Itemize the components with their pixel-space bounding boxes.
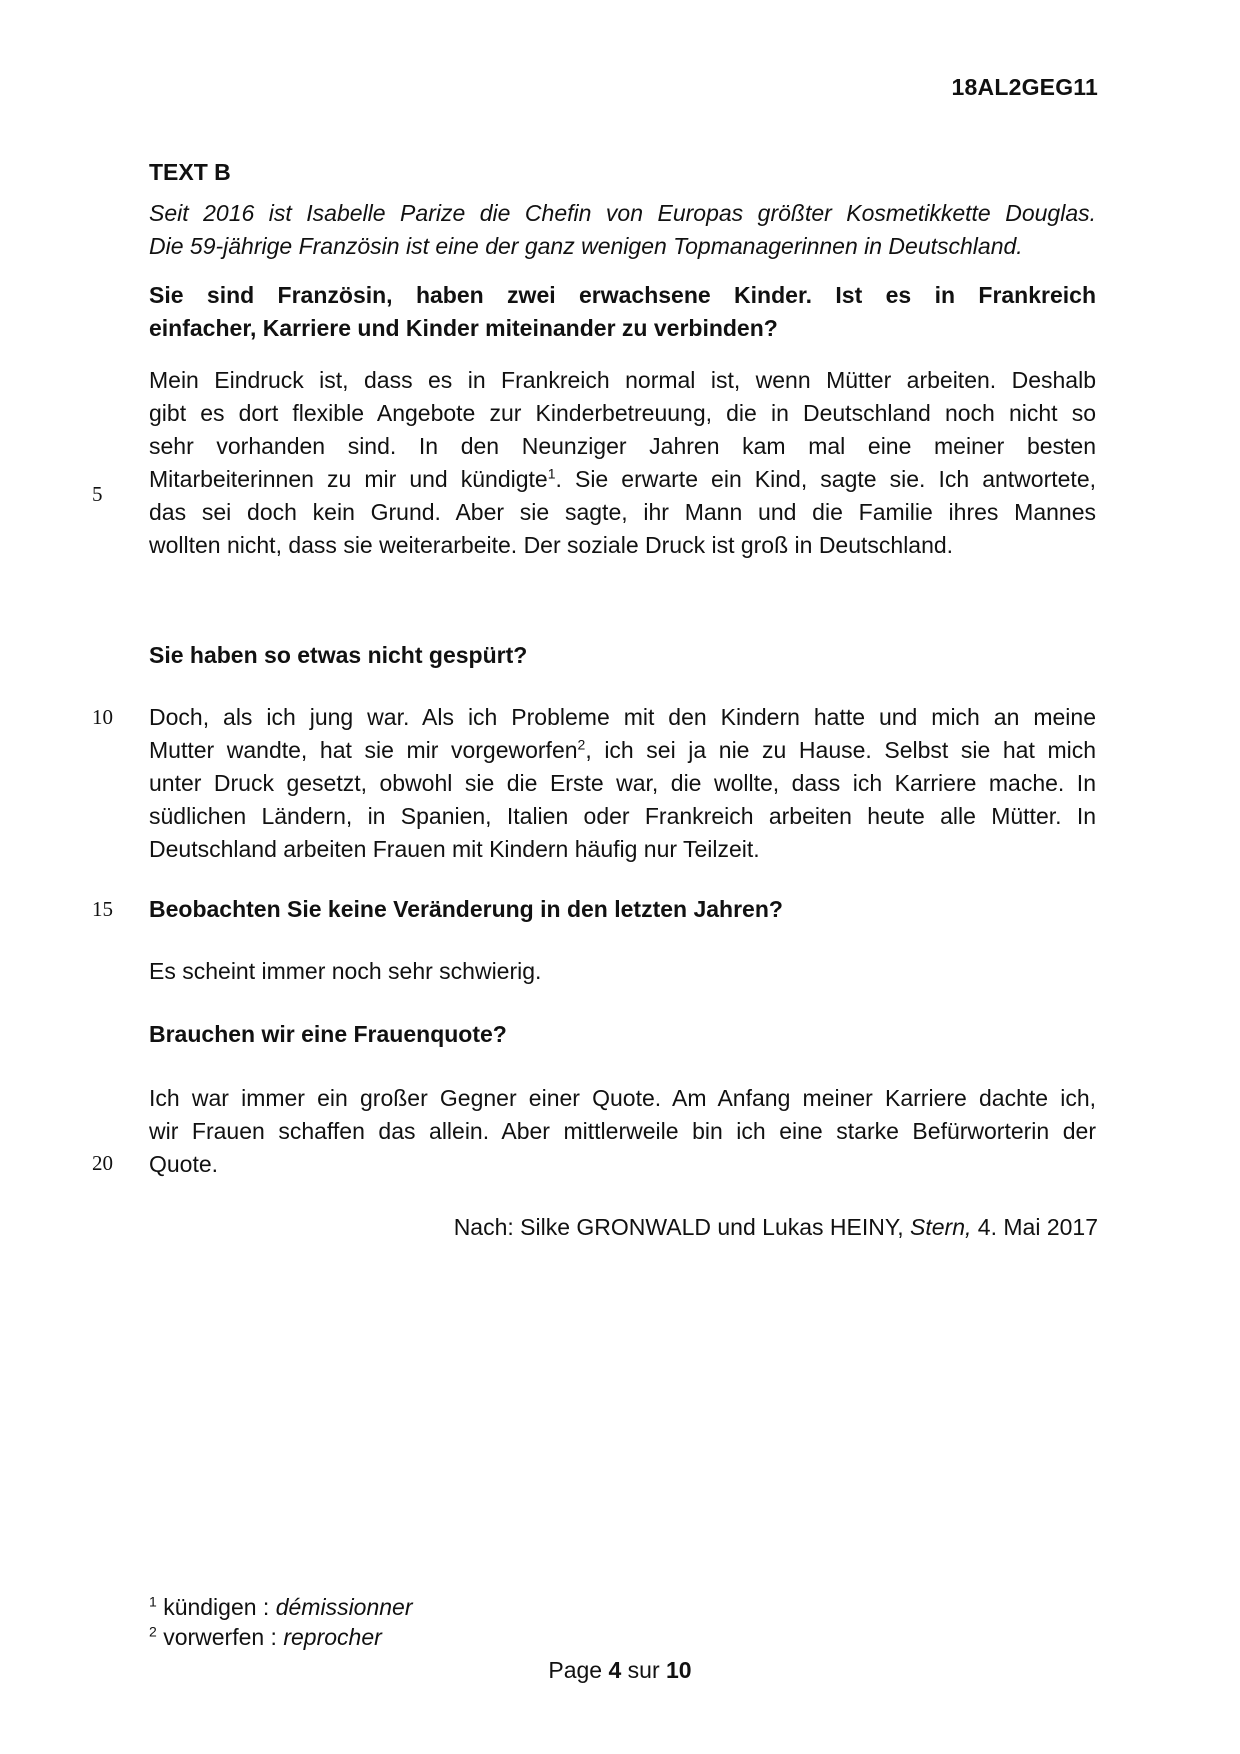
question-3 (149, 893, 1096, 926)
footnote-translation: démissionner (275, 1594, 413, 1620)
answer-line: Quote. (149, 1151, 219, 1177)
answer-line: Mein Eindruck ist, dass es in Frankreich normal ist, wenn Mütter arbeiten. Deshalb (149, 367, 1096, 393)
footnote (149, 1622, 413, 1652)
page-label: Page (548, 1657, 609, 1683)
footnotes (149, 1592, 413, 1652)
footnote-number: 1 (149, 1593, 157, 1610)
answer-line: wir Frauen schaffen das allein. Aber mittlerweile bin ich eine starke Befürworterin der (149, 1118, 1096, 1144)
answer-text: . Sie erwarte ein Kind, sagte sie. Ich antwortete, (555, 466, 1096, 492)
answer-line: wollten nicht, dass sie weiterarbeite. Der soziale Druck ist groß in Deutschland. (149, 532, 954, 558)
answer-line (149, 463, 1096, 496)
source-citation (454, 1214, 1098, 1241)
answer-4 (149, 1082, 1096, 1181)
footnote-number: 2 (149, 1623, 157, 1640)
question-1 (149, 279, 1096, 345)
intro-line: Die 59-jährige Französin ist eine der ganz wenigen Topmanagerinnen in Deutschland. (149, 233, 1023, 259)
page-total: 10 (666, 1657, 692, 1683)
footnote-ref: 1 (547, 465, 556, 482)
footnote-translation: reprocher (283, 1624, 382, 1650)
answer-2 (149, 701, 1096, 866)
answer-line (149, 734, 1096, 767)
answer-3 (149, 955, 1096, 988)
question-line: Sie haben so etwas nicht gespürt? (149, 642, 528, 668)
line-number: 5 (92, 482, 103, 506)
source-date: 4. Mai 2017 (971, 1214, 1098, 1240)
page-sur: sur (621, 1657, 667, 1683)
answer-line: Ich war immer ein großer Gegner einer Quote. Am Anfang meiner Karriere dachte ich, (149, 1085, 1096, 1111)
question-line: Sie sind Französin, haben zwei erwachsene Kinder. Ist es in Frankreich (149, 282, 1096, 308)
footnote-ref: 2 (577, 736, 586, 753)
question-4 (149, 1018, 1096, 1051)
answer-line: südlichen Ländern, in Spanien, Italien oder Frankreich arbeiten heute alle Mütter. In (149, 803, 1096, 829)
page-number: 4 (608, 1657, 622, 1683)
answer-line: Deutschland arbeiten Frauen mit Kindern häufig nur Teilzeit. (149, 836, 760, 862)
answer-line: Es scheint immer noch sehr schwierig. (149, 958, 542, 984)
question-line: einfacher, Karriere und Kinder miteinander zu verbinden? (149, 315, 778, 341)
question-line: Beobachten Sie keine Veränderung in den letzten Jahren? (149, 896, 783, 922)
answer-line: sehr vorhanden sind. In den Neunziger Jahren kam mal eine meiner besten (149, 433, 1096, 459)
answer-text: , ich sei ja nie zu Hause. Selbst sie hat mich (585, 737, 1097, 763)
intro-line: Seit 2016 ist Isabelle Parize die Chefin von Europas größter Kosmetikkette Douglas. (149, 200, 1096, 226)
footnote-term: kündigen : (163, 1594, 276, 1620)
line-number: 10 (92, 705, 113, 729)
document-code: 18AL2GEG11 (951, 74, 1098, 100)
line-number: 15 (92, 897, 113, 921)
answer-line: Doch, als ich jung war. Als ich Probleme mit den Kindern hatte und mich an meine (149, 704, 1096, 730)
question-line: Brauchen wir eine Frauenquote? (149, 1021, 507, 1047)
answer-1 (149, 364, 1096, 562)
intro-paragraph (149, 197, 1096, 263)
source-authors: Nach: Silke GRONWALD und Lukas HEINY, (453, 1214, 911, 1240)
answer-line: unter Druck gesetzt, obwohl sie die Erste war, die wollte, dass ich Karriere mache. In (149, 770, 1096, 796)
answer-line: gibt es dort flexible Angebote zur Kinderbetreuung, die in Deutschland noch nicht so (149, 400, 1096, 426)
source-publication: Stern, (910, 1214, 972, 1240)
line-number: 20 (92, 1151, 113, 1175)
page-footer (0, 1657, 1240, 1684)
answer-line: das sei doch kein Grund. Aber sie sagte, ihr Mann und die Familie ihres Mannes (149, 499, 1096, 525)
footnote-term: vorwerfen : (163, 1624, 284, 1650)
question-2 (149, 639, 1096, 672)
answer-text: Mitarbeiterinnen zu mir und kündigte (149, 466, 548, 492)
footnote (149, 1592, 413, 1622)
text-title: TEXT B (149, 159, 231, 185)
answer-text: Mutter wandte, hat sie mir vorgeworfen (149, 737, 578, 763)
